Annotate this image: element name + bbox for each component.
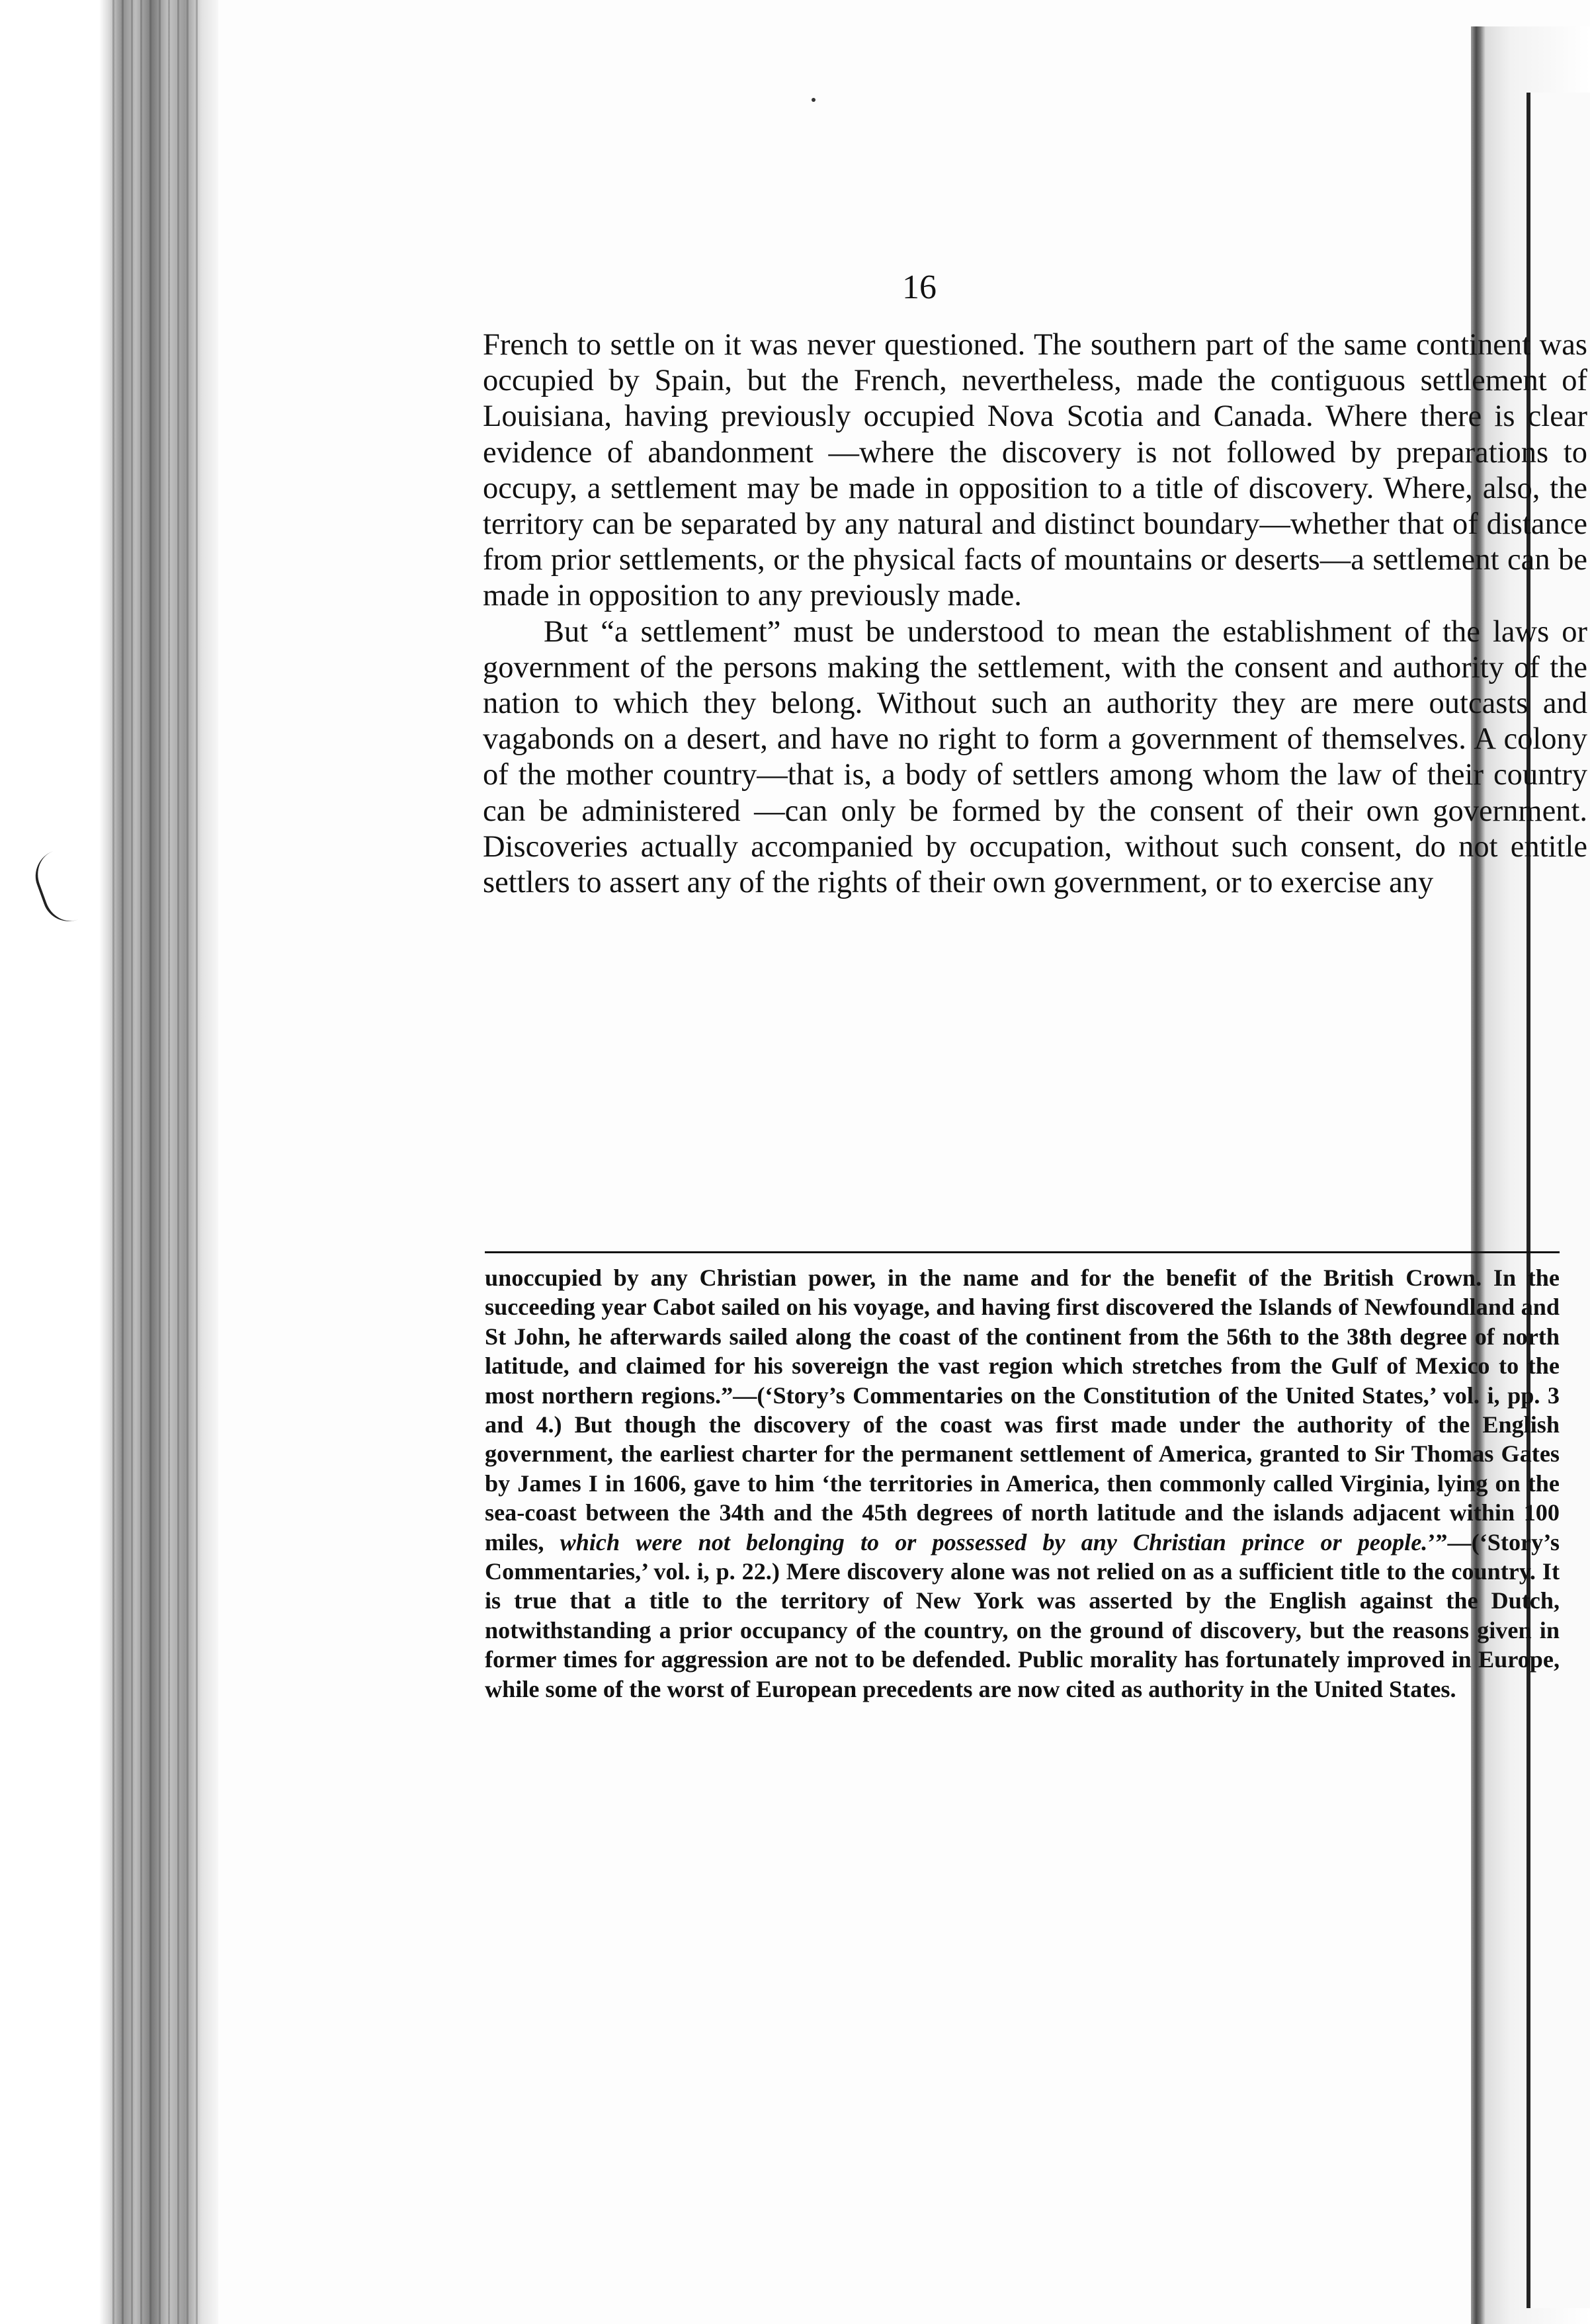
footnote-text-part-1: unoccupied by any Christian power, in the name and for the benefit of the British Crown. In the succeeding year Cabot sailed on his voyage, and having first discovered the Islands of Newfoundland and St John, he afterwards sailed along the coast of the continent from the 56th to the 38th degree of north latitude, and claimed for his sovereign the vast region which stretches from the Gulf of Mexico to the most northern regions.”—(‘Story’s Commentaries on the Constitution of the United States,’ vol. i, pp. 3 and 4.) But though the discovery of the coast was first made under the authority of the English government, the earliest charter for the permanent settlement of America, granted to Sir Thomas Gates by James I in 1606, gave to him ‘the territories in America, then commonly called Virginia, lying on the sea-coast between the 34th and the 45th degrees of north latitude and the islands adjacent within 100 miles, (485, 1265, 1560, 1556)
body-text (483, 327, 1587, 901)
binding-texture (112, 0, 205, 2324)
book-page (218, 26, 1587, 2302)
body-paragraph-1: French to settle on it was never questioned. The southern part of the same continent was occupied by Spain, but the French, nevertheless, made the contiguous settlement of Louisiana, having previously occupied Nova Scotia and Canada. Where there is clear evidence of abandonment —where the discovery is not followed by preparations to occupy, a settlement may be made in opposition to a title of discovery. Where, also, the territory can be separated by any natural and distinct boundary—whether that of distance from prior settlements, or the physical facts of mountains or deserts—a settlement can be made in opposition to any previously made. (483, 328, 1587, 613)
footnote (485, 1263, 1560, 1704)
footnote-separator-rule (485, 1251, 1560, 1253)
page-number: 16 (902, 269, 937, 306)
body-paragraph-2: But “a settlement” must be understood to mean the establishment of the laws or government of the persons making the settlement, with the consent and authority of the nation to which they belong. Without such an authority they are mere outcasts and vagabonds on a desert, and have no right to form a government of themselves. A colony of the mother country—that is, a body of settlers among whom the law of their country can be administered —can only be formed by the consent of their own government. Discoveries actually accompanied by occupation, without such consent, do not entitle settlers to assert any of the rights of their own government, or to exercise any (483, 614, 1587, 900)
speck-mark (812, 98, 816, 102)
footnote-text-part-2: ’”—(‘Story’s Commentaries,’ vol. i, p. 22.) Mere discovery alone was not relied on as a sufficient title to the country. It is true that a title to the territory of New York was asserted by the English against the Dutch, notwithstanding a prior occupancy of the country, on the ground of discovery, but the reasons given in former times for aggression are not to be defended. Public morality has fortunately improved in Europe, while some of the worst of European precedents are now cited as authority in the United States. (485, 1528, 1560, 1702)
footnote-italic-quote: which were not belonging to or possessed by any Christian prince or people. (560, 1528, 1428, 1556)
